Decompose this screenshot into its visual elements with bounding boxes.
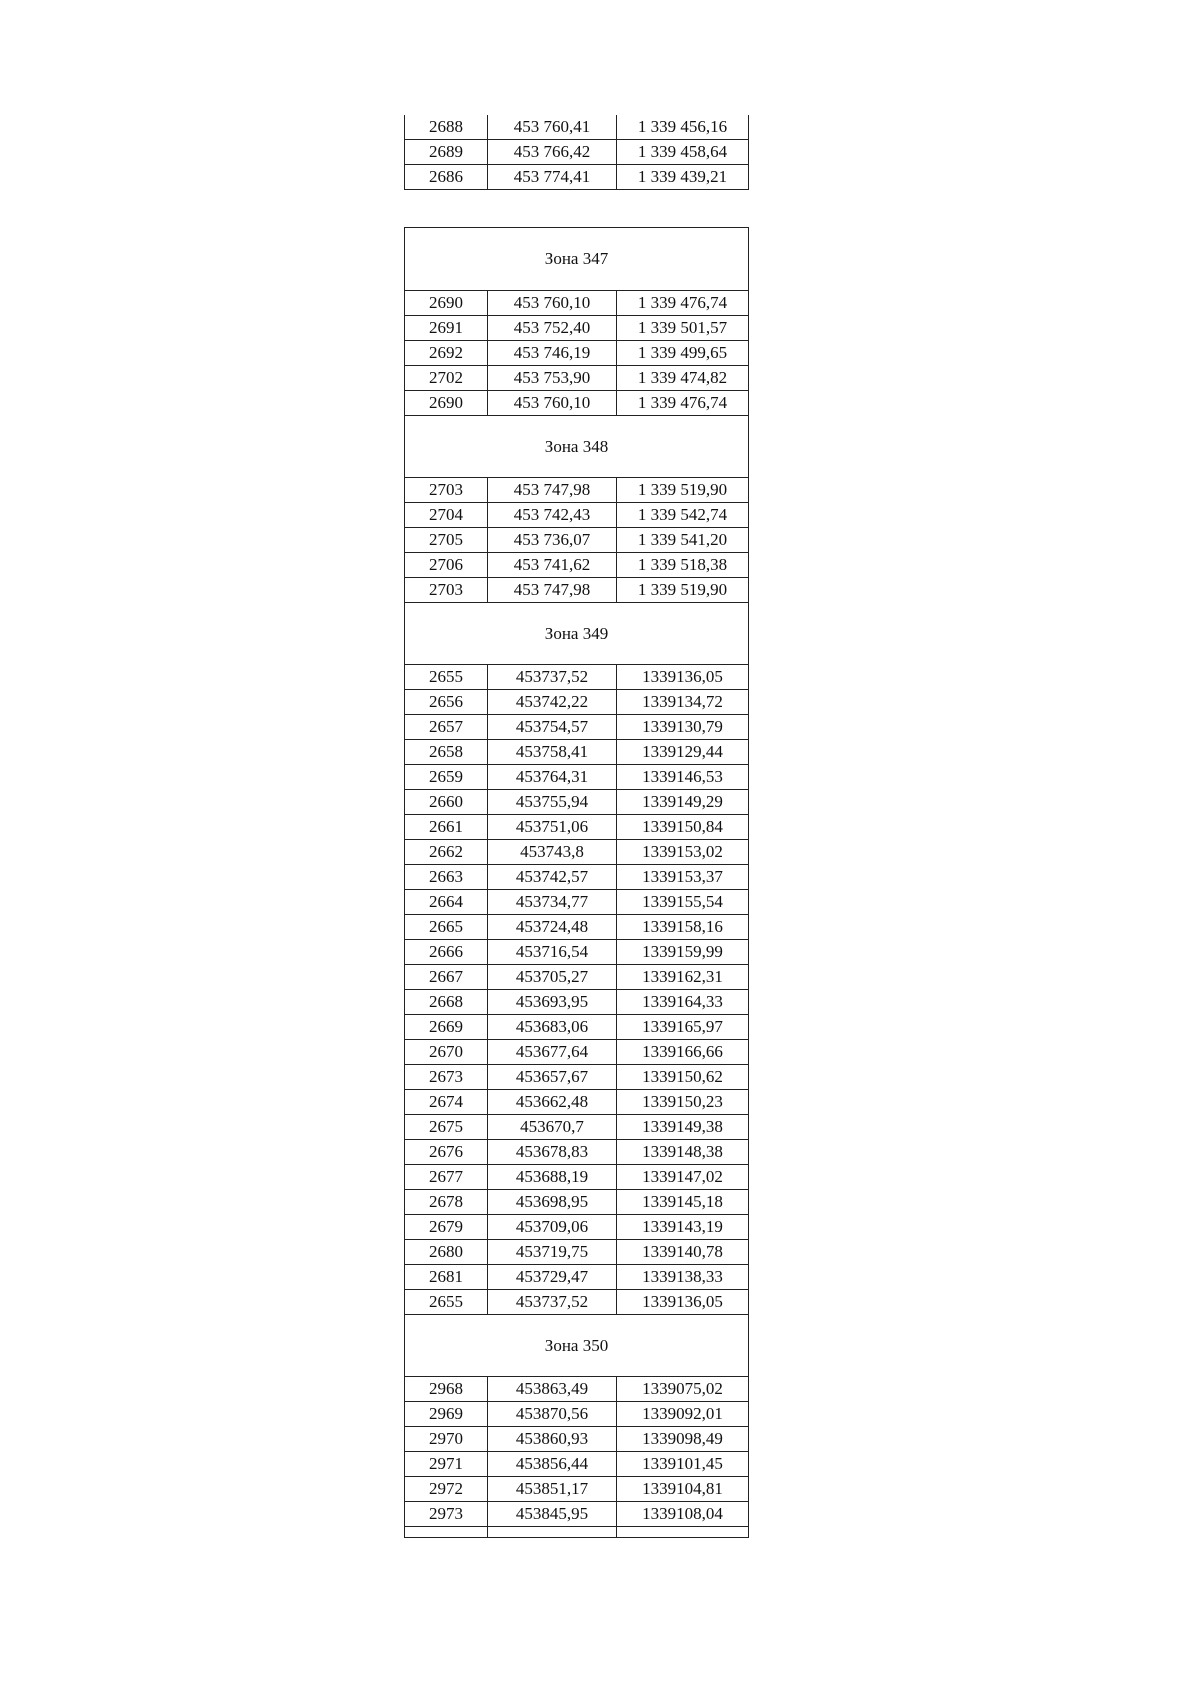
table-row [405, 765, 749, 790]
point-number-cell: 2688 [405, 115, 488, 140]
point-number-cell: 2658 [405, 740, 488, 765]
x-coordinate-cell: 453758,41 [488, 740, 617, 765]
point-number-cell: 2669 [405, 1015, 488, 1040]
table-row [405, 553, 749, 578]
table-row [405, 1290, 749, 1315]
x-coordinate-cell: 453870,56 [488, 1402, 617, 1427]
y-coordinate-cell: 1339165,97 [617, 1015, 749, 1040]
x-coordinate-cell: 453724,48 [488, 915, 617, 940]
point-number-cell: 2689 [405, 140, 488, 165]
y-coordinate-cell: 1339143,19 [617, 1215, 749, 1240]
x-coordinate-cell: 453742,57 [488, 865, 617, 890]
y-coordinate-cell: 1339104,81 [617, 1477, 749, 1502]
point-number-cell: 2677 [405, 1165, 488, 1190]
y-coordinate-cell: 1339129,44 [617, 740, 749, 765]
x-coordinate-cell: 453 736,07 [488, 528, 617, 553]
point-number-cell: 2662 [405, 840, 488, 865]
y-coordinate-cell: 1339162,31 [617, 965, 749, 990]
y-coordinate-cell: 1 339 518,38 [617, 553, 749, 578]
zone-title: Зона 347 [405, 228, 749, 291]
y-coordinate-cell: 1339108,04 [617, 1502, 749, 1527]
y-coordinate-cell: 1339136,05 [617, 1290, 749, 1315]
point-number-cell: 2681 [405, 1265, 488, 1290]
table-row [405, 865, 749, 890]
table-row [405, 1015, 749, 1040]
x-coordinate-cell: 453 760,10 [488, 391, 617, 416]
y-coordinate-cell: 1 339 456,16 [617, 115, 749, 140]
table-row [405, 140, 749, 165]
y-coordinate-cell: 1339098,49 [617, 1427, 749, 1452]
point-number-cell: 2678 [405, 1190, 488, 1215]
table-row [405, 341, 749, 366]
x-coordinate-cell: 453719,75 [488, 1240, 617, 1265]
table-row [405, 578, 749, 603]
zone-header-row [405, 603, 749, 665]
x-coordinate-cell: 453709,06 [488, 1215, 617, 1240]
empty-cell [488, 1527, 617, 1538]
y-coordinate-cell: 1339149,29 [617, 790, 749, 815]
table-row [405, 503, 749, 528]
table-row [405, 1477, 749, 1502]
table-row [405, 478, 749, 503]
point-number-cell: 2968 [405, 1377, 488, 1402]
y-coordinate-cell: 1339150,84 [617, 815, 749, 840]
table-row [405, 915, 749, 940]
x-coordinate-cell: 453705,27 [488, 965, 617, 990]
y-coordinate-cell: 1339155,54 [617, 890, 749, 915]
point-number-cell: 2690 [405, 391, 488, 416]
y-coordinate-cell: 1 339 458,64 [617, 140, 749, 165]
y-coordinate-cell: 1339130,79 [617, 715, 749, 740]
x-coordinate-cell: 453737,52 [488, 665, 617, 690]
table-row [405, 715, 749, 740]
table-row [405, 1115, 749, 1140]
y-coordinate-cell: 1 339 542,74 [617, 503, 749, 528]
point-number-cell: 2675 [405, 1115, 488, 1140]
table-row [405, 965, 749, 990]
x-coordinate-cell: 453 747,98 [488, 478, 617, 503]
table-row [405, 890, 749, 915]
point-number-cell: 2670 [405, 1040, 488, 1065]
point-number-cell: 2970 [405, 1427, 488, 1452]
x-coordinate-cell: 453764,31 [488, 765, 617, 790]
table-row [405, 1165, 749, 1190]
y-coordinate-cell: 1 339 476,74 [617, 391, 749, 416]
table-row [405, 690, 749, 715]
table-row [405, 940, 749, 965]
table-row [405, 740, 749, 765]
x-coordinate-cell: 453662,48 [488, 1090, 617, 1115]
point-number-cell: 2659 [405, 765, 488, 790]
x-coordinate-cell: 453683,06 [488, 1015, 617, 1040]
table-row [405, 316, 749, 341]
point-number-cell: 2703 [405, 478, 488, 503]
x-coordinate-cell: 453 760,41 [488, 115, 617, 140]
point-number-cell: 2657 [405, 715, 488, 740]
point-number-cell: 2666 [405, 940, 488, 965]
y-coordinate-cell: 1339138,33 [617, 1265, 749, 1290]
y-coordinate-cell: 1339092,01 [617, 1402, 749, 1427]
y-coordinate-cell: 1339147,02 [617, 1165, 749, 1190]
table-row [405, 528, 749, 553]
table-row [405, 1215, 749, 1240]
x-coordinate-cell: 453751,06 [488, 815, 617, 840]
table-row [405, 291, 749, 316]
x-coordinate-cell: 453 747,98 [488, 578, 617, 603]
table-row [405, 1090, 749, 1115]
zone-header-row [405, 1315, 749, 1377]
point-number-cell: 2704 [405, 503, 488, 528]
zone-header-row [405, 416, 749, 478]
y-coordinate-cell: 1 339 499,65 [617, 341, 749, 366]
y-coordinate-cell: 1339148,38 [617, 1140, 749, 1165]
y-coordinate-cell: 1 339 439,21 [617, 165, 749, 190]
x-coordinate-cell: 453 746,19 [488, 341, 617, 366]
x-coordinate-cell: 453863,49 [488, 1377, 617, 1402]
y-coordinate-cell: 1339145,18 [617, 1190, 749, 1215]
y-coordinate-cell: 1339150,62 [617, 1065, 749, 1090]
point-number-cell: 2661 [405, 815, 488, 840]
empty-cell [405, 1527, 488, 1538]
y-coordinate-cell: 1339136,05 [617, 665, 749, 690]
point-number-cell: 2706 [405, 553, 488, 578]
table-row [405, 815, 749, 840]
point-number-cell: 2686 [405, 165, 488, 190]
table-row [405, 790, 749, 815]
y-coordinate-cell: 1339164,33 [617, 990, 749, 1015]
zone-title: Зона 348 [405, 416, 749, 478]
x-coordinate-cell: 453657,67 [488, 1065, 617, 1090]
x-coordinate-cell: 453 774,41 [488, 165, 617, 190]
y-coordinate-cell: 1339166,66 [617, 1040, 749, 1065]
x-coordinate-cell: 453729,47 [488, 1265, 617, 1290]
point-number-cell: 2679 [405, 1215, 488, 1240]
y-coordinate-cell: 1339075,02 [617, 1377, 749, 1402]
table-row [405, 1502, 749, 1527]
point-number-cell: 2680 [405, 1240, 488, 1265]
zone-title: Зона 349 [405, 603, 749, 665]
point-number-cell: 2969 [405, 1402, 488, 1427]
table-row [405, 990, 749, 1015]
point-number-cell: 2705 [405, 528, 488, 553]
point-number-cell: 2972 [405, 1477, 488, 1502]
point-number-cell: 2690 [405, 291, 488, 316]
coordinates-table-zones [404, 227, 749, 1538]
table-row [405, 366, 749, 391]
point-number-cell: 2971 [405, 1452, 488, 1477]
y-coordinate-cell: 1339153,02 [617, 840, 749, 865]
y-coordinate-cell: 1 339 501,57 [617, 316, 749, 341]
x-coordinate-cell: 453734,77 [488, 890, 617, 915]
table-row-partial [405, 1527, 749, 1538]
x-coordinate-cell: 453 741,62 [488, 553, 617, 578]
point-number-cell: 2676 [405, 1140, 488, 1165]
x-coordinate-cell: 453716,54 [488, 940, 617, 965]
y-coordinate-cell: 1339140,78 [617, 1240, 749, 1265]
table-row [405, 1377, 749, 1402]
y-coordinate-cell: 1339146,53 [617, 765, 749, 790]
y-coordinate-cell: 1339149,38 [617, 1115, 749, 1140]
y-coordinate-cell: 1339159,99 [617, 940, 749, 965]
x-coordinate-cell: 453 753,90 [488, 366, 617, 391]
point-number-cell: 2664 [405, 890, 488, 915]
table-row [405, 665, 749, 690]
table-row [405, 391, 749, 416]
table-row [405, 1065, 749, 1090]
table-row [405, 1040, 749, 1065]
point-number-cell: 2692 [405, 341, 488, 366]
x-coordinate-cell: 453688,19 [488, 1165, 617, 1190]
x-coordinate-cell: 453670,7 [488, 1115, 617, 1140]
x-coordinate-cell: 453 752,40 [488, 316, 617, 341]
point-number-cell: 2703 [405, 578, 488, 603]
point-number-cell: 2674 [405, 1090, 488, 1115]
y-coordinate-cell: 1 339 519,90 [617, 478, 749, 503]
x-coordinate-cell: 453698,95 [488, 1190, 617, 1215]
zone-title: Зона 350 [405, 1315, 749, 1377]
x-coordinate-cell: 453754,57 [488, 715, 617, 740]
point-number-cell: 2655 [405, 1290, 488, 1315]
table-row [405, 840, 749, 865]
x-coordinate-cell: 453677,64 [488, 1040, 617, 1065]
x-coordinate-cell: 453742,22 [488, 690, 617, 715]
x-coordinate-cell: 453851,17 [488, 1477, 617, 1502]
y-coordinate-cell: 1 339 476,74 [617, 291, 749, 316]
point-number-cell: 2691 [405, 316, 488, 341]
y-coordinate-cell: 1339150,23 [617, 1090, 749, 1115]
table-row [405, 1265, 749, 1290]
point-number-cell: 2655 [405, 665, 488, 690]
table-row [405, 1452, 749, 1477]
table-row [405, 1140, 749, 1165]
x-coordinate-cell: 453678,83 [488, 1140, 617, 1165]
x-coordinate-cell: 453860,93 [488, 1427, 617, 1452]
y-coordinate-cell: 1339134,72 [617, 690, 749, 715]
point-number-cell: 2660 [405, 790, 488, 815]
x-coordinate-cell: 453 766,42 [488, 140, 617, 165]
x-coordinate-cell: 453755,94 [488, 790, 617, 815]
point-number-cell: 2668 [405, 990, 488, 1015]
x-coordinate-cell: 453743,8 [488, 840, 617, 865]
y-coordinate-cell: 1 339 474,82 [617, 366, 749, 391]
y-coordinate-cell: 1 339 519,90 [617, 578, 749, 603]
point-number-cell: 2667 [405, 965, 488, 990]
point-number-cell: 2656 [405, 690, 488, 715]
table-row [405, 115, 749, 140]
table-row [405, 165, 749, 190]
zone-header-row [405, 228, 749, 291]
coordinates-table-continued [404, 115, 749, 190]
point-number-cell: 2702 [405, 366, 488, 391]
point-number-cell: 2973 [405, 1502, 488, 1527]
table-row [405, 1402, 749, 1427]
y-coordinate-cell: 1339101,45 [617, 1452, 749, 1477]
y-coordinate-cell: 1339153,37 [617, 865, 749, 890]
table-row [405, 1190, 749, 1215]
x-coordinate-cell: 453845,95 [488, 1502, 617, 1527]
table-row [405, 1240, 749, 1265]
x-coordinate-cell: 453737,52 [488, 1290, 617, 1315]
x-coordinate-cell: 453 742,43 [488, 503, 617, 528]
point-number-cell: 2663 [405, 865, 488, 890]
y-coordinate-cell: 1 339 541,20 [617, 528, 749, 553]
empty-cell [617, 1527, 749, 1538]
table-row [405, 1427, 749, 1452]
x-coordinate-cell: 453693,95 [488, 990, 617, 1015]
point-number-cell: 2665 [405, 915, 488, 940]
point-number-cell: 2673 [405, 1065, 488, 1090]
y-coordinate-cell: 1339158,16 [617, 915, 749, 940]
x-coordinate-cell: 453856,44 [488, 1452, 617, 1477]
x-coordinate-cell: 453 760,10 [488, 291, 617, 316]
